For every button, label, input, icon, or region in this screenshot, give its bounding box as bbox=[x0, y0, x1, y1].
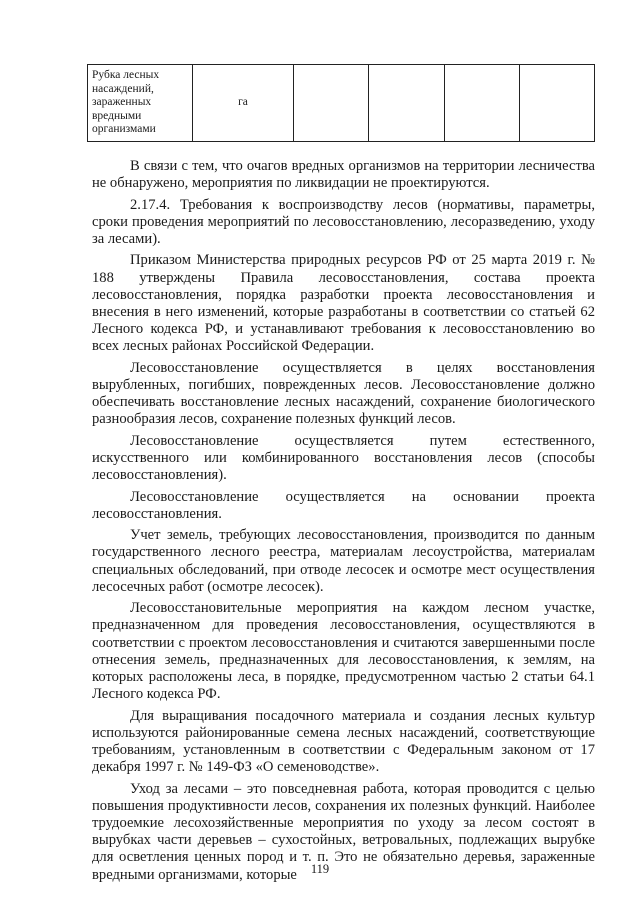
paragraph: Учет земель, требующих лесовосстановления, производится по данным государственного лесного реестра, материалам лесоустройства, материалам специальных обследований, при отводе лесосек и осмотре мест осуществления лесосечных работ (осмотре лесосек). bbox=[92, 527, 595, 595]
table-cell-empty bbox=[294, 65, 369, 142]
paragraph: Лесовосстановление осуществляется в целях восстановления вырубленных, погибших, поврежденных лесов. Лесовосстановление должно обеспечивать восстановление лесных насаждений, сохранение биологического разнообразия лесов, сохранение полезных функций лесов. bbox=[92, 359, 595, 428]
paragraph: Приказом Министерства природных ресурсов РФ от 25 марта 2019 г. № 188 утверждены Правила лесовосстановления, состава проекта лесовосстановления, порядка разработки проекта лесовосстановления и внесения в него изменений, которые разработаны в соответствии со статьей 62 Лесного кодекса РФ, и устанавливают требования к лесовосстановлению во всех лесных районах Российской Федерации. bbox=[92, 252, 595, 355]
table-cell-empty bbox=[369, 65, 444, 142]
paragraph: Лесовосстановление осуществляется на основании проекта лесовосстановления. bbox=[92, 488, 595, 522]
table-cell-unit: га bbox=[193, 65, 294, 142]
table-row bbox=[88, 65, 595, 142]
paragraph: Для выращивания посадочного материала и создания лесных культур используются районированные семена лесных насаждений, соответствующие требованиям, установленным в соответствии с Федеральным законом от 17 декабря 1997 г. № 149-ФЗ «О семеноводстве». bbox=[92, 707, 595, 776]
table-cell-empty bbox=[444, 65, 519, 142]
table-cell-empty bbox=[519, 65, 594, 142]
body-text bbox=[92, 158, 595, 888]
table-cell-row-label: Рубка лесных насаждений, зараженных вредными организмами bbox=[88, 65, 193, 142]
paragraph: Уход за лесами – это повседневная работа, которая проводится с целью повышения продуктивности лесов, сохранения их полезных функций. Наиболее трудоемкие лесохозяйственные мероприятия по уходу за лесом состоят в вырубках части деревьев – сухостойных, ветровальных, подлежащих вырубке для осветления ценных пород и т. п. Это не обязательно деревья, зараженные вредными организмами, которые bbox=[92, 780, 595, 883]
paragraph: В связи с тем, что очагов вредных организмов на территории лесничества не обнаружено, мероприятия по ликвидации не проектируются. bbox=[92, 158, 595, 192]
paragraph: Лесовосстановительные мероприятия на каждом лесном участке, предназначенном для проведения лесовосстановления, осуществляются в соответствии с проектом лесовосстановления и считаются завершенными после отнесения земель, предназначенных для лесовосстановления, к землям, на которых расположены леса, в порядке, предусмотренном частью 2 статьи 64.1 Лесного кодекса РФ. bbox=[92, 600, 595, 703]
page-number: 119 bbox=[310, 862, 330, 876]
measures-table bbox=[87, 64, 595, 142]
paragraph: Лесовосстановление осуществляется путем естественного, искусственного или комбинированного восстановления лесов (способы лесовосстановления). bbox=[92, 432, 595, 484]
section-heading-paragraph: 2.17.4. Требования к воспроизводству лесов (нормативы, параметры, сроки проведения мероприятий по лесовосстановлению, лесоразведению, уходу за лесами). bbox=[92, 196, 595, 247]
